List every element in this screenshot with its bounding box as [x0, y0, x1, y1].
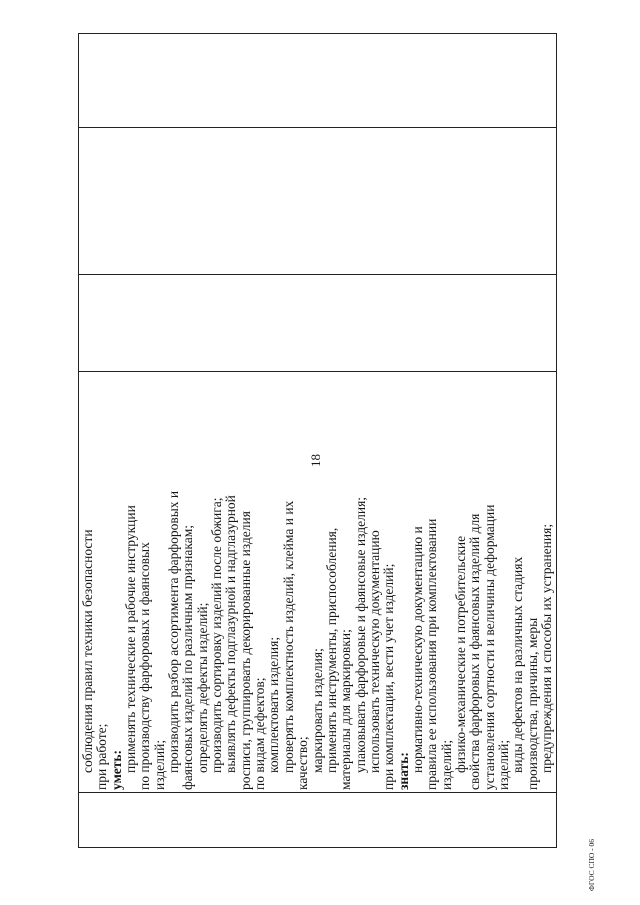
page-number: 18 [308, 454, 323, 467]
text-line: комплектовать изделия; [266, 636, 282, 773]
section-heading-skills: уметь: [108, 749, 124, 790]
text-line: соблюдения правил техники безопасности [80, 529, 95, 773]
text-line: изделий; [438, 739, 454, 790]
text-line: росписи, группировать декорированные изделия [237, 511, 253, 790]
document-code-footer: ФГОС СПО - 06 [587, 838, 596, 891]
text-line: при комплектации, вести учет изделий; [381, 563, 397, 790]
table-cell-index [79, 792, 556, 847]
text-line: производить сортировку изделий после обжига; [209, 497, 225, 773]
table-cell-empty-3 [79, 274, 556, 371]
text-line: использовать техническую документацию [366, 530, 382, 773]
text-line: проверять комплектность изделий, клейма и их [280, 500, 296, 773]
text-line: нормативно-техническую документацию и [409, 526, 425, 773]
text-line: при работе; [94, 723, 110, 790]
text-line: фаянсовых изделий по различным признакам; [180, 525, 196, 790]
text-line: применять инструменты, приспособления, [323, 527, 339, 773]
text-line: маркировать изделия; [309, 648, 325, 773]
text-line: по производству фарфоровых и фаянсовых [137, 542, 153, 790]
text-line: предупреждения и способы их устранения; [539, 523, 554, 773]
text-line: производства, причины, меры [524, 617, 540, 790]
text-line: физико-механические и потребительские [452, 535, 468, 773]
text-line: производить разбор ассортимента фарфоровых и [166, 490, 182, 773]
text-line: правила ее использования при комплектовании [424, 518, 440, 790]
text-line: изделий; [151, 739, 167, 790]
section-heading-knowledge: знать: [395, 752, 411, 790]
text-line: упаковывать фарфоровые и фаянсовые изделия; [352, 496, 368, 773]
text-line: по видам дефектов; [252, 677, 268, 790]
competency-table [78, 33, 557, 848]
text-line: изделий; [495, 739, 511, 790]
text-line: определять дефекты изделий; [194, 602, 210, 773]
table-cell-requirements [79, 371, 556, 792]
text-line: выявлять дефекты подглазурной и надглазурной [223, 495, 239, 773]
table-cell-empty-4 [79, 127, 556, 274]
text-line: виды дефектов на различных стадиях [510, 556, 526, 773]
text-line: качество; [295, 736, 311, 790]
text-line: материалы для маркировки; [338, 629, 354, 790]
text-line: свойства фарфоровых и фаянсовых изделий для [467, 513, 483, 790]
text-line: установления сортности и величины деформации [481, 504, 497, 790]
table-cell-empty-5 [79, 34, 556, 127]
text-line: применять технические и рабочие инструкции [123, 505, 139, 773]
